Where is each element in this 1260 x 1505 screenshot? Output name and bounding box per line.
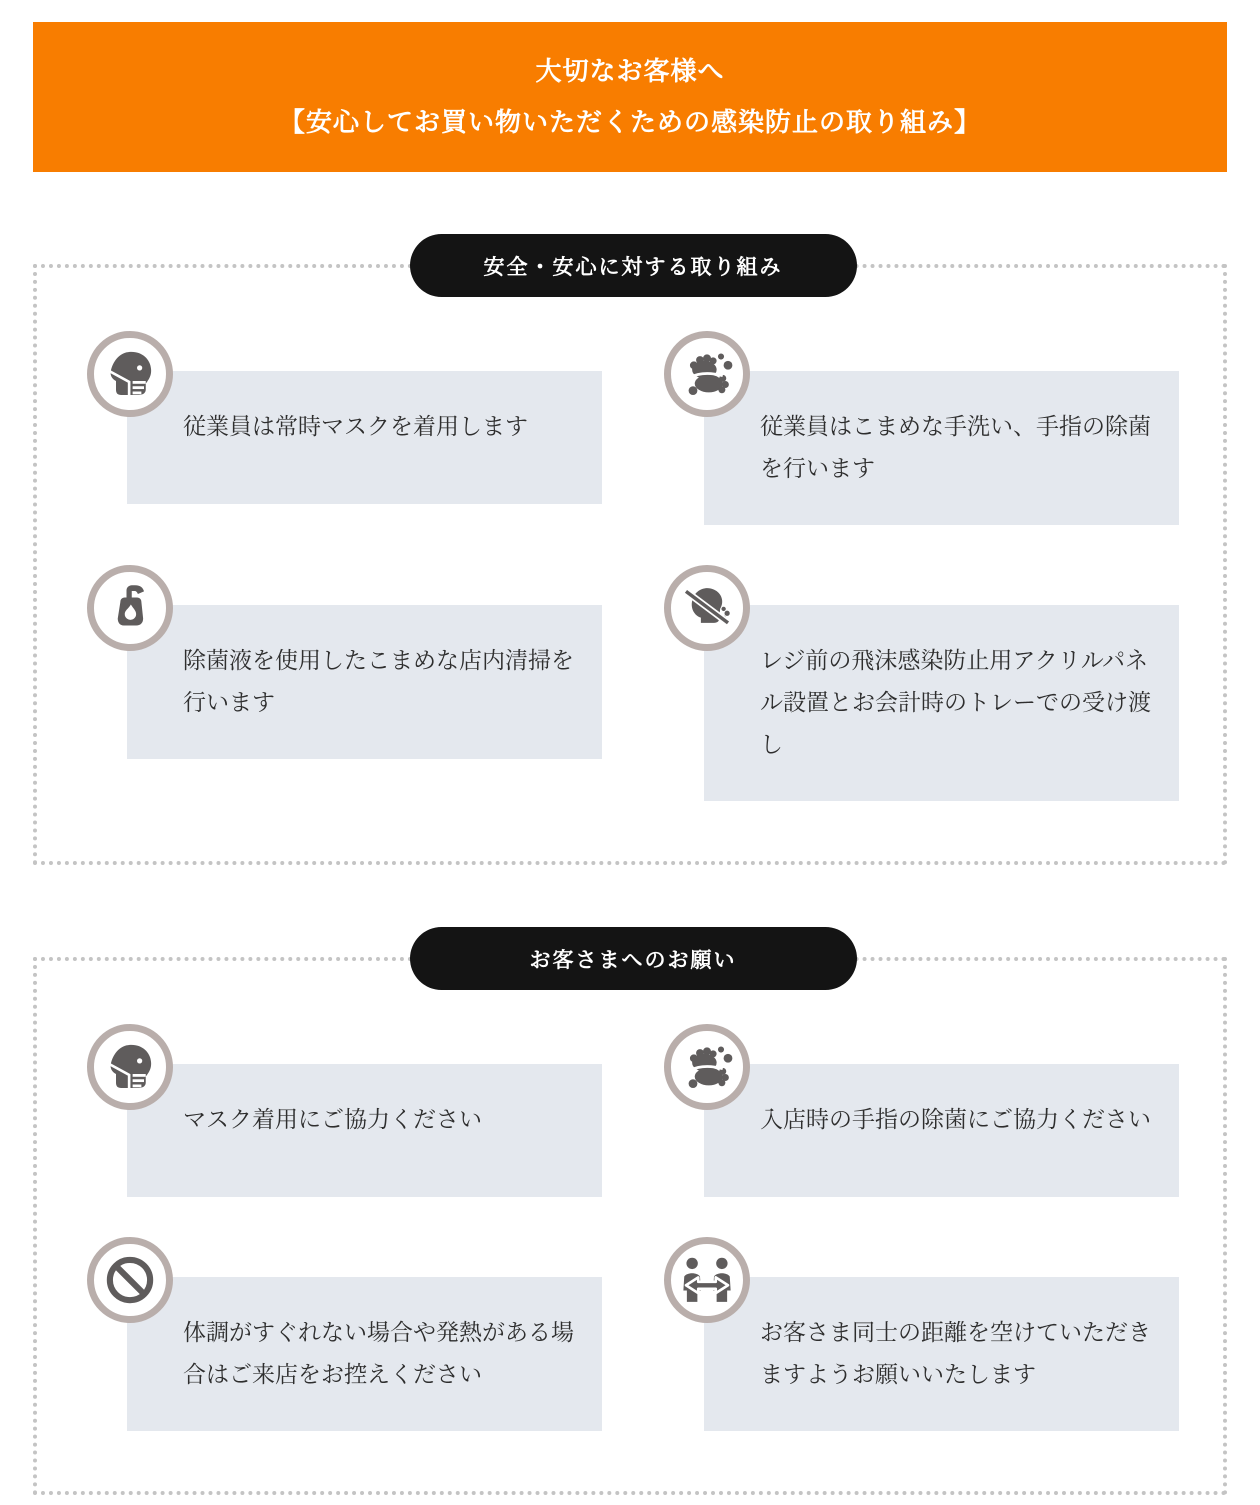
icon-circle	[87, 331, 173, 417]
no-droplet-icon	[679, 580, 735, 636]
item-text: 入店時の手指の除菌にご協力ください	[760, 1106, 1151, 1132]
section-title-pill	[410, 927, 857, 990]
notice-item	[664, 331, 1179, 525]
notice-item	[87, 1024, 602, 1197]
item-text: 除菌液を使用したこまめな店内清掃を行います	[183, 647, 574, 715]
item-text-box	[127, 1064, 602, 1197]
section-customer-requests	[33, 948, 1227, 1495]
icon-circle	[664, 1237, 750, 1323]
icon-circle	[664, 331, 750, 417]
prohibition-icon	[102, 1252, 158, 1308]
notice-item	[87, 331, 602, 525]
notice-item	[664, 1237, 1179, 1431]
notice-item	[87, 1237, 602, 1431]
item-text-box	[127, 1277, 602, 1431]
item-text: 従業員はこまめな手洗い、手指の除菌を行います	[760, 413, 1151, 481]
section-title: 安全・安心に対する取り組み	[483, 255, 783, 279]
main	[33, 255, 1227, 1495]
mask-face-icon	[102, 346, 158, 402]
notice-item	[87, 565, 602, 801]
items-grid	[87, 1024, 1179, 1431]
mask-face-icon	[102, 1039, 158, 1095]
items-grid	[87, 331, 1179, 801]
social-distance-icon	[679, 1252, 735, 1308]
item-text-box	[127, 371, 602, 504]
icon-circle	[87, 1024, 173, 1110]
item-text: 体調がすぐれない場合や発熱がある場合はご来店をお控えください	[183, 1319, 574, 1387]
item-text-box	[704, 1277, 1179, 1431]
sanitizer-bottle-icon	[102, 580, 158, 636]
notice-banner	[33, 22, 1227, 172]
item-text: お客さま同士の距離を空けていただきますようお願いいたします	[760, 1319, 1151, 1387]
section-title: お客さまへのお願い	[529, 948, 737, 972]
icon-circle	[664, 565, 750, 651]
item-text-box	[704, 605, 1179, 801]
item-text: レジ前の飛沫感染防止用アクリルパネル設置とお会計時のトレーでの受け渡し	[760, 647, 1151, 757]
item-text-box	[704, 371, 1179, 525]
hand-washing-icon	[679, 1039, 735, 1095]
section-title-pill	[410, 234, 857, 297]
icon-circle	[87, 565, 173, 651]
icon-circle	[87, 1237, 173, 1323]
item-text-box	[704, 1064, 1179, 1197]
item-text-box	[127, 605, 602, 759]
notice-item	[664, 565, 1179, 801]
notice-item	[664, 1024, 1179, 1197]
section-safety-measures	[33, 255, 1227, 865]
banner-line-2: 【安心してお買い物いただくための感染防止の取り組み】	[278, 107, 981, 137]
icon-circle	[664, 1024, 750, 1110]
hand-washing-icon	[679, 346, 735, 402]
item-text: 従業員は常時マスクを着用します	[183, 413, 528, 439]
banner-line-1: 大切なお客様へ	[535, 55, 725, 86]
item-text: マスク着用にご協力ください	[183, 1106, 482, 1132]
